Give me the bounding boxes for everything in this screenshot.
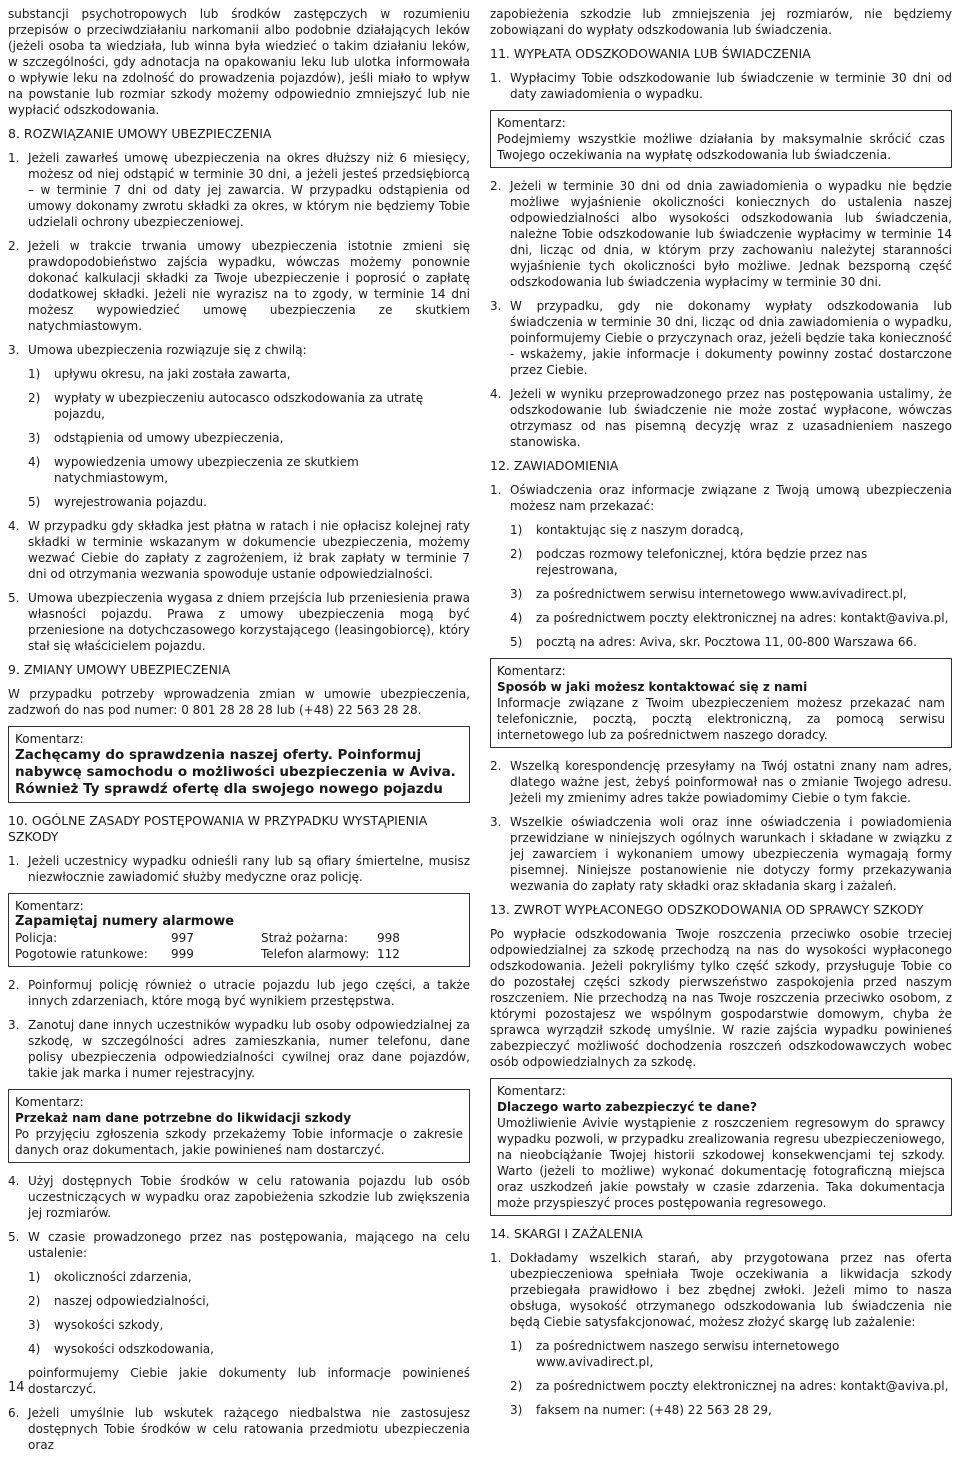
ambulance-label: Pogotowie ratunkowe: <box>15 947 148 961</box>
list-item <box>8 977 470 1009</box>
item-number: 3. <box>490 815 502 829</box>
item-text: Użyj dostępnych Tobie środków w celu ratowania pojazdu lub osób uczestniczących w wypadku oraz zapobieżenia szkodzie lub zwiększenia jej rozmiarów. <box>28 1174 470 1220</box>
left-column <box>8 6 470 1461</box>
item-text: za pośrednictwem naszego serwisu internetowego www.avivadirect.pl, <box>536 1339 840 1369</box>
comment-heading: Zapamiętaj numery alarmowe <box>15 914 235 929</box>
item-number: 2. <box>490 179 502 193</box>
item-text: Jeżeli uczestnicy wypadku odnieśli rany lub są ofiary śmiertelne, musisz niezwłocznie zawiadomić służby medyczne oraz policję. <box>28 854 470 884</box>
list-item <box>510 522 952 538</box>
item-text: Jeżeli w terminie 30 dni od dnia zawiadomienia o wypadku nie będzie możliwe wyjaśnienie okoliczności koniecznych do ustalenia naszej odpowiedzialności albo wysokości odszkodowania lub świadczenia, należne Tobie odszkodowanie lub świadczenie wypłacimy w terminie 14 dni, licząc od dnia, w którym przy zachowaniu należytej staranności wyjaśnienie tych okoliczności było możliwe. Jednak bezsporną część odszkodowania lub świadczenia wypłacimy w terminie 30 dni. <box>510 179 952 289</box>
item-number: 3. <box>8 1018 20 1032</box>
item-text: Umowa ubezpieczenia wygasa z dniem przejścia lub przeniesienia prawa własności pojazdu. Prawa z umowy ubezpieczenia mogą być przeniesione na dotychczasowego korzystającego (leasingobiorcę), który stał się właścicielem pojazdu. <box>28 591 470 653</box>
list-item <box>490 758 952 806</box>
item-text: podczas rozmowy telefonicznej, która będzie przez nas rejestrowana, <box>536 547 868 577</box>
item-text: Poinformuj policję również o utracie pojazdu lub jego części, a także innych zdarzeniach, które mogą być wynikiem przestępstwa. <box>28 978 470 1008</box>
item-number: 2) <box>510 547 523 561</box>
item-number: 4) <box>510 611 523 625</box>
police-number: 997 <box>171 931 194 945</box>
item-text: okoliczności zdarzenia, <box>54 1270 192 1284</box>
item-number: 5) <box>510 635 523 649</box>
investigation-scope-list <box>28 1269 470 1357</box>
comment-label: Komentarz: <box>497 1084 566 1098</box>
item-number: 3. <box>490 299 502 313</box>
termination-conditions-list <box>28 366 470 510</box>
item-text: Umowa ubezpieczenia rozwiązuje się z chwilą: <box>28 343 307 357</box>
comment-body: Podejmiemy wszystkie możliwe działania by maksymalnie skrócić czas Twojego oczekiwania na wypłatę odszkodowania lub świadczenia. <box>497 132 945 162</box>
item-number: 2) <box>28 391 41 405</box>
comment-label: Komentarz: <box>15 1095 84 1109</box>
item-text: wysokości odszkodowania, <box>54 1342 214 1356</box>
claim-data-comment-box <box>8 1089 470 1163</box>
item-number: 1. <box>490 71 502 85</box>
list-item <box>8 590 470 654</box>
item-text: Wszelkie oświadczenia woli oraz inne oświadczenia i powiadomienia przewidziane w niniejszych ogólnych warunkach i składane w związku z jej zawarciem i wykonaniem umowy ubezpieczenia wymagają formy pisemnej. Niniejsze postanowienie nie dotyczy formy przekazywania wezwania do zapłaty raty składki oraz składania skarg i zażaleń. <box>510 815 952 893</box>
section-9-paragraph: W przypadku potrzeby wprowadzenia zmian w umowie ubezpieczenia, zadzwoń do nas pod numer: 0 801 28 28 28 lub (+48) 22 563 28 28. <box>8 687 470 717</box>
list-item <box>8 853 470 885</box>
section-11-heading: 11. WYPŁATA ODSZKODOWANIA LUB ŚWIADCZENIA <box>490 46 811 61</box>
comment-heading: Przekaż nam dane potrzebne do likwidacji szkody <box>15 1111 352 1125</box>
contact-comment-box <box>490 658 952 748</box>
list-item <box>510 1378 952 1394</box>
list-item <box>510 1338 952 1370</box>
item-number: 1) <box>28 1270 41 1284</box>
item-text: wyrejestrowania pojazdu. <box>54 495 207 509</box>
list-item <box>8 1173 470 1221</box>
list-item <box>490 482 952 514</box>
list-item <box>8 150 470 230</box>
section-14-heading: 14. SKARGI I ZAŻALENIA <box>490 1226 643 1241</box>
comment-body: Informacje związane z Twoim ubezpieczeniem możesz przekazać nam telefonicznie, pocztą, pocztą elektroniczną, za pomocą serwisu internetowego lub za pośrednictwem naszego doradcy. <box>497 696 945 742</box>
list-item <box>8 518 470 582</box>
item-text: Wypłacimy Tobie odszkodowanie lub świadczenie w terminie 30 dni od daty zawiadomienia o wypadku. <box>510 71 952 101</box>
item-text: Jeżeli w trakcie trwania umowy ubezpieczenia istotnie zmieni się prawdopodobieństwo zajścia wypadku, wówczas możemy ponownie dokonać kalkulacji składki za Twoje ubezpieczenie i poprosić o zapłatę dodatkowej składki. Jeżeli nie wyrazisz na to zgody, w terminie 14 dni możesz wypowiedzieć umowę ubezpieczenia ze skutkiem natychmiastowym. <box>28 239 470 333</box>
item-number: 3. <box>8 343 20 357</box>
list-item <box>28 494 470 510</box>
item-number: 4) <box>28 1342 41 1356</box>
item-number: 4. <box>490 387 502 401</box>
list-item <box>28 454 470 486</box>
list-item <box>8 1017 470 1081</box>
list-item <box>490 386 952 450</box>
item-number: 3) <box>28 1318 41 1332</box>
item-number: 1. <box>490 1251 502 1265</box>
comment-label: Komentarz: <box>15 732 84 746</box>
list-item <box>490 1250 952 1330</box>
payout-comment-box <box>490 110 952 168</box>
comment-label: Komentarz: <box>15 899 84 913</box>
fire-number: 998 <box>377 931 400 945</box>
item-text: W czasie prowadzonego przez nas postępowania, mającego na celu ustalenie: <box>28 1230 470 1260</box>
section-8-heading: 8. ROZWIĄZANIE UMOWY UBEZPIECZENIA <box>8 126 272 141</box>
right-column <box>490 6 952 1426</box>
item-text: za pośrednictwem poczty elektronicznej na adres: kontakt@aviva.pl, <box>536 611 949 625</box>
section-9-heading: 9. ZMIANY UMOWY UBEZPIECZENIA <box>8 662 231 677</box>
item-number: 4. <box>8 1174 20 1188</box>
item-number: 1) <box>28 367 41 381</box>
item-text: kontaktując się z naszym doradcą, <box>536 523 744 537</box>
emergency-phone-label: Telefon alarmowy: <box>261 947 370 961</box>
list-item <box>28 1317 470 1333</box>
item-number: 1) <box>510 523 523 537</box>
list-item <box>490 298 952 378</box>
item-number: 1. <box>8 854 20 868</box>
list-item <box>8 1405 470 1453</box>
comment-heading: Dlaczego warto zabezpieczyć te dane? <box>497 1100 757 1114</box>
comment-body: Po przyjęciu zgłoszenia szkody przekażemy Tobie informacje o zakresie danych oraz dokumentach, jakie powinieneś nam dostarczyć. <box>15 1127 463 1157</box>
comment-label: Komentarz: <box>497 116 566 130</box>
comment-heading: Zachęcamy do sprawdzenia naszej oferty. Poinformuj nabywcę samochodu o możliwości ubezpieczenia w Aviva. Również Ty sprawdź ofertę dla swojego nowego pojazdu <box>15 747 456 797</box>
item-number: 1. <box>490 483 502 497</box>
item-text: naszej odpowiedzialności, <box>54 1294 210 1308</box>
list-item <box>490 70 952 102</box>
item-number: 2) <box>28 1294 41 1308</box>
item-text: Jeżeli zawarłeś umowę ubezpieczenia na okres dłuższy niż 6 miesięcy, możesz od niej odstąpić w terminie 30 dni, a jeżeli jesteś przedsiębiorcą – w terminie 7 dni od daty jej zawarcia. W przypadku odstąpienia od umowy dokonamy zwrotu składki za okres, w którym nie będziemy Tobie udzielali ochrony ubezpieczeniowej. <box>28 151 470 229</box>
item-number: 5) <box>28 495 41 509</box>
item-text: za pośrednictwem serwisu internetowego www.avivadirect.pl, <box>536 587 907 601</box>
item-number: 2. <box>8 239 20 253</box>
item-text: pocztą na adres: Aviva, skr. Pocztowa 11, 00-800 Warszawa 66. <box>536 635 917 649</box>
item-number: 2) <box>510 1379 523 1393</box>
emergency-numbers-box <box>8 893 470 967</box>
ambulance-number: 999 <box>171 947 194 961</box>
item-text: za pośrednictwem poczty elektronicznej na adres: kontakt@aviva.pl, <box>536 1379 949 1393</box>
list-item <box>490 178 952 290</box>
recourse-comment-box <box>490 1078 952 1216</box>
item-number: 2. <box>490 759 502 773</box>
list-item <box>28 1293 470 1309</box>
item-text: faksem na numer: (+48) 22 563 28 29, <box>536 1403 772 1417</box>
emergency-phone-number: 112 <box>377 947 400 961</box>
item-text: Wszelką korespondencję przesyłamy na Twój ostatni znany nam adres, dlatego ważne jest, żebyś poinformował nas o zmianie Twojego adresu. Jeżeli my zmienimy adres także powiadomimy Ciebie o tym fakcie. <box>510 759 952 805</box>
item-text: Zanotuj dane innych uczestników wypadku lub osoby odpowiedzialnej za szkodę, w szczególności adres zamieszkania, numer telefonu, dane polisy ubezpieczenia odpowiedzialności cywilnej oraz dane pojazdów, takie jak marka i numer rejestracyjny. <box>28 1018 470 1080</box>
list-item <box>510 586 952 602</box>
item-text: odstąpienia od umowy ubezpieczenia, <box>54 431 284 445</box>
list-item <box>28 1341 470 1357</box>
item-text: wypłaty w ubezpieczeniu autocasco odszkodowania za utratę pojazdu, <box>54 391 424 421</box>
section-13-heading: 13. ZWROT WYPŁACONEGO ODSZKODOWANIA OD SPRAWCY SZKODY <box>490 902 924 917</box>
list-item <box>8 342 470 358</box>
item-number: 3) <box>510 587 523 601</box>
item-number: 3) <box>28 431 41 445</box>
item-number: 2. <box>8 978 20 992</box>
police-label: Policja: <box>15 931 58 945</box>
item-number: 1. <box>8 151 20 165</box>
item-number: 5. <box>8 1230 20 1244</box>
section-12-heading: 12. ZAWIADOMIENIA <box>490 458 619 473</box>
item-text: W przypadku, gdy nie dokonamy wypłaty odszkodowania lub świadczenia w terminie 30 dni, licząc od dnia zawiadomienia o wypadku, poinformujemy Ciebie o przyczynach oraz, jeżeli będzie taka konieczność - wskażemy, jakie informacje i dokumenty powinny zostać dostarczone przez Ciebie. <box>510 299 952 377</box>
offer-comment-box <box>8 726 470 803</box>
comment-body: Umożliwienie Avivie wystąpienie z roszczeniem regresowym do sprawcy wypadku pozwoli, w przypadku zrealizowania regresu ubezpieczeniowego, na nieobciążanie Twojej historii szkodowej konsekwencjami tej szkody. Warto (jeżeli to możliwe) wykonać dokumentację fotograficzną miejsca oraz uszkodzeń jakie powstały w czasie zdarzenia. Taka dokumentacja może przyspieszyć proces postępowania regresowego. <box>497 1116 945 1210</box>
right-intro-paragraph: zapobieżenia szkodzie lub zmniejszenia jej rozmiarów, nie będziemy zobowiązani do wypłaty odszkodowania lub świadczenia. <box>490 7 952 37</box>
notification-channels-list <box>510 522 952 650</box>
item-number: 4. <box>8 519 20 533</box>
list-item <box>28 390 470 422</box>
complaint-channels-list <box>510 1338 952 1418</box>
item-text: upływu okresu, na jaki została zawarta, <box>54 367 291 381</box>
list-item <box>28 1269 470 1285</box>
item-number: 6. <box>8 1406 20 1420</box>
item-text: Dokładamy wszelkich starań, aby przygotowana przez nas oferta ubezpieczeniowa spełniała Twoje oczekiwania a likwidacja szkody przebiegała prawidłowo i bez zbędnej zwłoki. Jeżeli mimo to nasza obsługa, wysokość otrzymanego odszkodowania lub świadczenia nie będą Ciebie satysfakcjonować, możesz złożyć skargę lub zażalenie: <box>510 1251 952 1329</box>
item-5-continuation: poinformujemy Ciebie jakie dokumenty lub informacje powinieneś dostarczyć. <box>28 1366 470 1396</box>
item-text: Jeżeli umyślnie lub wskutek rażącego niedbalstwa nie zastosujesz dostępnych Tobie środków w celu ratowania przedmiotu ubezpieczenia oraz <box>28 1406 470 1452</box>
list-item <box>490 814 952 894</box>
comment-label: Komentarz: <box>497 664 566 678</box>
list-item <box>510 1402 952 1418</box>
list-item <box>510 634 952 650</box>
page-number: 14 <box>8 1380 25 1395</box>
list-item <box>8 238 470 334</box>
item-text: Oświadczenia oraz informacje związane z Twoją umową ubezpieczenia możesz nam przekazać: <box>510 483 952 513</box>
list-item <box>510 546 952 578</box>
item-number: 3) <box>510 1403 523 1417</box>
item-number: 4) <box>28 455 41 469</box>
section-13-paragraph: Po wypłacie odszkodowania Twoje roszczenia przeciwko osobie trzeciej odpowiedzialnej za szkodę przechodzą na nas do wysokości wypłaconego odszkodowania. Jeżeli pokryliśmy tylko część szkody, przysługuje Tobie co do pozostałej części szkody pierwszeństwo zaspokojenia przed naszym roszczeniem. Nie przechodzą na nas Twoje roszczenia przeciwko osobom, z którymi pozostajesz we wspólnym gospodarstwie domowym, chyba że sprawca wyrządził szkodę umyślnie. W razie zajścia wypadku powinieneś zabezpieczyć możliwość dochodzenia roszczeń odszkodowawczych wobec osób odpowiedzialnych za szkodę. <box>490 927 952 1069</box>
section-10-heading: 10. OGÓLNE ZASADY POSTĘPOWANIA W PRZYPADKU WYSTĄPIENIA SZKODY <box>8 813 428 844</box>
list-item <box>8 1229 470 1261</box>
fire-label: Straż pożarna: <box>261 931 349 945</box>
comment-heading: Sposób w jaki możesz kontaktować się z nami <box>497 680 808 694</box>
list-item <box>510 610 952 626</box>
item-text: wypowiedzenia umowy ubezpieczenia ze skutkiem natychmiastowym, <box>54 455 359 485</box>
emergency-numbers-grid <box>15 930 463 962</box>
left-intro-paragraph: substancji psychotropowych lub środków zastępczych w rozumieniu przepisów o przeciwdziałaniu narkomanii albo podobnie działających leków (jeżeli osoba ta wiedziała, lub winna była wiedzieć o takim działaniu leków, w szczególności, gdy adnotacja na opakowaniu leku lub ulotka informowała o wpływie leku na zdolność do prowadzenia pojazdów), jeśli miało to wpływ na powstanie lub rozmiar szkody możemy odpowiednio zmniejszyć lub nie wypłacić odszkodowania. <box>8 7 470 117</box>
item-number: 1) <box>510 1339 523 1353</box>
item-text: wysokości szkody, <box>54 1318 164 1332</box>
item-text: Jeżeli w wyniku przeprowadzonego przez nas postępowania ustalimy, że odszkodowanie lub świadczenie nie może zostać wypłacone, wówczas otrzymasz od nas pisemną decyzję wraz z uzasadnieniem naszego stanowiska. <box>510 387 952 449</box>
item-number: 5. <box>8 591 20 605</box>
list-item <box>28 430 470 446</box>
list-item <box>28 366 470 382</box>
item-text: W przypadku gdy składka jest płatna w ratach i nie opłacisz kolejnej raty składki w terminie wskazanym w dokumencie ubezpieczenia, możemy wezwać Ciebie do zapłaty z zagrożeniem, iż brak zapłaty w terminie 7 dni od otrzymania wezwania spowoduje ustanie odpowiedzialności. <box>28 519 470 581</box>
